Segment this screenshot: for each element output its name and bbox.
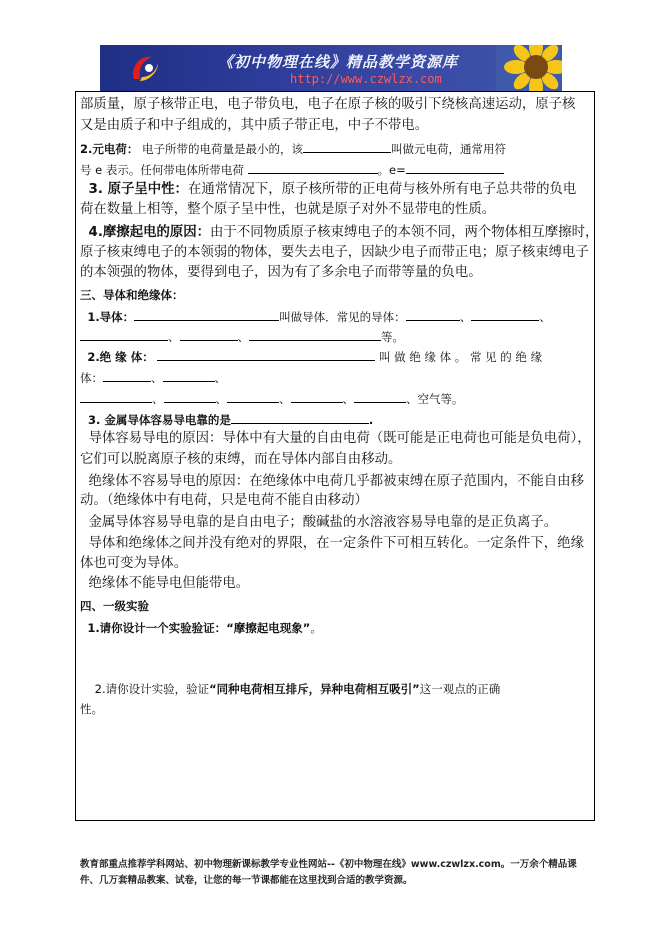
text-span: 叫做导体．常见的导体： <box>279 310 406 324</box>
text-line: 又是由质子和中子组成的，其中质子带正电，中子不带电。 <box>80 118 429 133</box>
emphasis-text: “同种电荷相互排斥，异种电荷相互吸引” <box>209 682 420 696</box>
text-line: 的本领强的物体，要得到电子，因为有了多余电子而带等量的负电。 <box>80 265 482 280</box>
term-label: 2.绝 缘 体： <box>87 350 154 364</box>
blank-field[interactable] <box>80 390 152 403</box>
separator: 、 <box>539 310 551 324</box>
blank-field[interactable] <box>354 390 406 403</box>
text-span: 3. 金属导体容易导电靠的是 <box>88 413 231 427</box>
separator: 、 <box>151 371 163 385</box>
text-line: 原子核束缚电子的本领弱的物体，要失去电子，因缺少电子而带正电；原子核束缚电子 <box>80 245 589 260</box>
separator: 、 <box>279 392 291 406</box>
blank-field[interactable] <box>103 369 151 382</box>
banner-url[interactable]: http://www.czwlzx.com <box>290 72 442 86</box>
text-line <box>80 431 591 447</box>
blank-field[interactable] <box>471 308 539 321</box>
blank-field[interactable] <box>249 328 381 341</box>
blank-field[interactable] <box>157 348 375 361</box>
text-span: 金属导体容易导电靠的是自由电子；酸碱盐的水溶液容易导电靠的是正负离子。 <box>88 515 558 530</box>
conductor-examples-line <box>80 328 404 345</box>
term-label: 4.摩擦起电的原因： <box>88 225 211 240</box>
text-span: 等。 <box>381 330 404 344</box>
header-banner <box>100 45 562 91</box>
text-span: 号 e 表示。任何带电体所带电荷 <box>80 163 244 177</box>
experiment-1 <box>80 620 322 636</box>
text-line: 部质量，原子核带正电，电子带负电，电子在原子核的吸引下绕核高速运动，原子核 <box>80 97 576 112</box>
blank-field[interactable] <box>134 308 279 321</box>
text-span: 。e= <box>377 163 406 177</box>
blank-field[interactable] <box>406 161 504 174</box>
text-span: 2.请你设计实验，验证 <box>94 682 210 696</box>
text-line: 荷在数量上相等，整个原子呈中性，也就是原子对外不显带电的性质。 <box>80 202 496 217</box>
insulator-line <box>80 348 542 365</box>
blank-field[interactable] <box>164 390 216 403</box>
text-span: 叫做元电荷，通常用符 <box>391 142 507 156</box>
text-span: 绝缘体不能导电但能带电。 <box>88 576 250 591</box>
separator: 、 <box>214 371 226 385</box>
term-label: 3. 原子呈中性： <box>88 182 188 197</box>
blank-field[interactable] <box>303 140 391 153</box>
blank-field[interactable] <box>406 308 460 321</box>
text-span: 这一观点的正确 <box>419 682 501 696</box>
section-heading: 三、导体和绝缘体： <box>80 288 184 302</box>
experiment-2 <box>80 681 500 697</box>
text-span: 。 <box>310 621 322 635</box>
blank-field[interactable] <box>80 328 168 341</box>
insulator-examples-line <box>80 369 226 386</box>
text-span: 在通常情况下，原子核所带的正电荷与核外所有电子总共带的负电 <box>187 182 577 197</box>
conductor-line <box>80 308 551 325</box>
swirl-logo-icon <box>128 51 162 85</box>
elementary-charge-line <box>80 140 506 157</box>
blank-field[interactable] <box>231 411 369 424</box>
separator: 、 <box>215 392 227 406</box>
text-line <box>80 515 557 531</box>
footer-line: 教育部重点推荐学科网站、初中物理新课标教学专业性网站--《初中物理在线》www.czwlzx.com。一万余个精品课 <box>80 859 577 870</box>
separator: 、 <box>459 310 472 324</box>
text-line: 性。 <box>80 702 103 716</box>
separator: 、 <box>237 330 249 344</box>
text-span: 电子所带的电荷量是最小的，该 <box>142 142 304 156</box>
footer-line: 件、几万套精品教案、试卷，让您的每一节课都能在这里找到合适的教学资源。 <box>80 875 413 886</box>
text-span: 由于不同物质原子核束缚电子的本领不同，两个物体相互摩擦时， <box>210 225 599 240</box>
term-label: 1.导体： <box>87 310 135 324</box>
banner-title: 《初中物理在线》精品教学资源库 <box>218 53 459 71</box>
text-line <box>80 161 504 178</box>
section-heading: 四、一级实验 <box>80 599 149 613</box>
blank-field[interactable] <box>291 390 343 403</box>
text-line: 动。（绝缘体中有电荷，只是电荷不能自由移动） <box>80 493 368 508</box>
text-span: 导体容易导电的原因：导体中有大量的自由电荷（既可能是正电荷也可能是负电荷）， <box>88 431 591 446</box>
text-span: 、空气等。 <box>406 392 464 406</box>
text-line <box>80 576 249 592</box>
blank-field[interactable] <box>227 390 279 403</box>
text-line: 它们可以脱离原子核的束缚，而在导体内部自由移动。 <box>80 452 402 467</box>
text-span: 叫 做 绝 缘 体 。 常 见 的 绝 缘 <box>379 350 543 364</box>
blank-field[interactable] <box>163 369 215 382</box>
term-label: 2.元电荷： <box>80 142 139 156</box>
text-line <box>80 536 584 552</box>
text-span: 导体和绝缘体之间并没有绝对的界限，在一定条件下可相互转化。一定条件下，绝缘 <box>88 536 584 551</box>
insulator-examples-line <box>80 390 464 407</box>
separator: 、 <box>342 392 354 406</box>
text-line: 体也可变为导体。 <box>80 556 188 571</box>
separator: 、 <box>152 392 164 406</box>
separator: . <box>368 413 374 427</box>
sunflower-icon <box>496 45 562 91</box>
text-span: 体： <box>80 371 103 385</box>
separator: 、 <box>168 330 180 344</box>
friction-line <box>80 225 598 241</box>
text-line <box>80 474 584 490</box>
text-span: 1.请你设计一个实验验证： <box>87 621 227 635</box>
neutrality-line <box>80 182 576 198</box>
metal-conductor-line <box>80 411 373 428</box>
text-span: 绝缘体不容易导电的原因：在绝缘体中电荷几乎都被束缚在原子范围内，不能自由移 <box>88 474 584 489</box>
page-footer <box>80 857 590 889</box>
blank-field[interactable] <box>180 328 238 341</box>
emphasis-text: “摩擦起电现象” <box>226 621 311 635</box>
blank-field[interactable] <box>248 161 378 174</box>
